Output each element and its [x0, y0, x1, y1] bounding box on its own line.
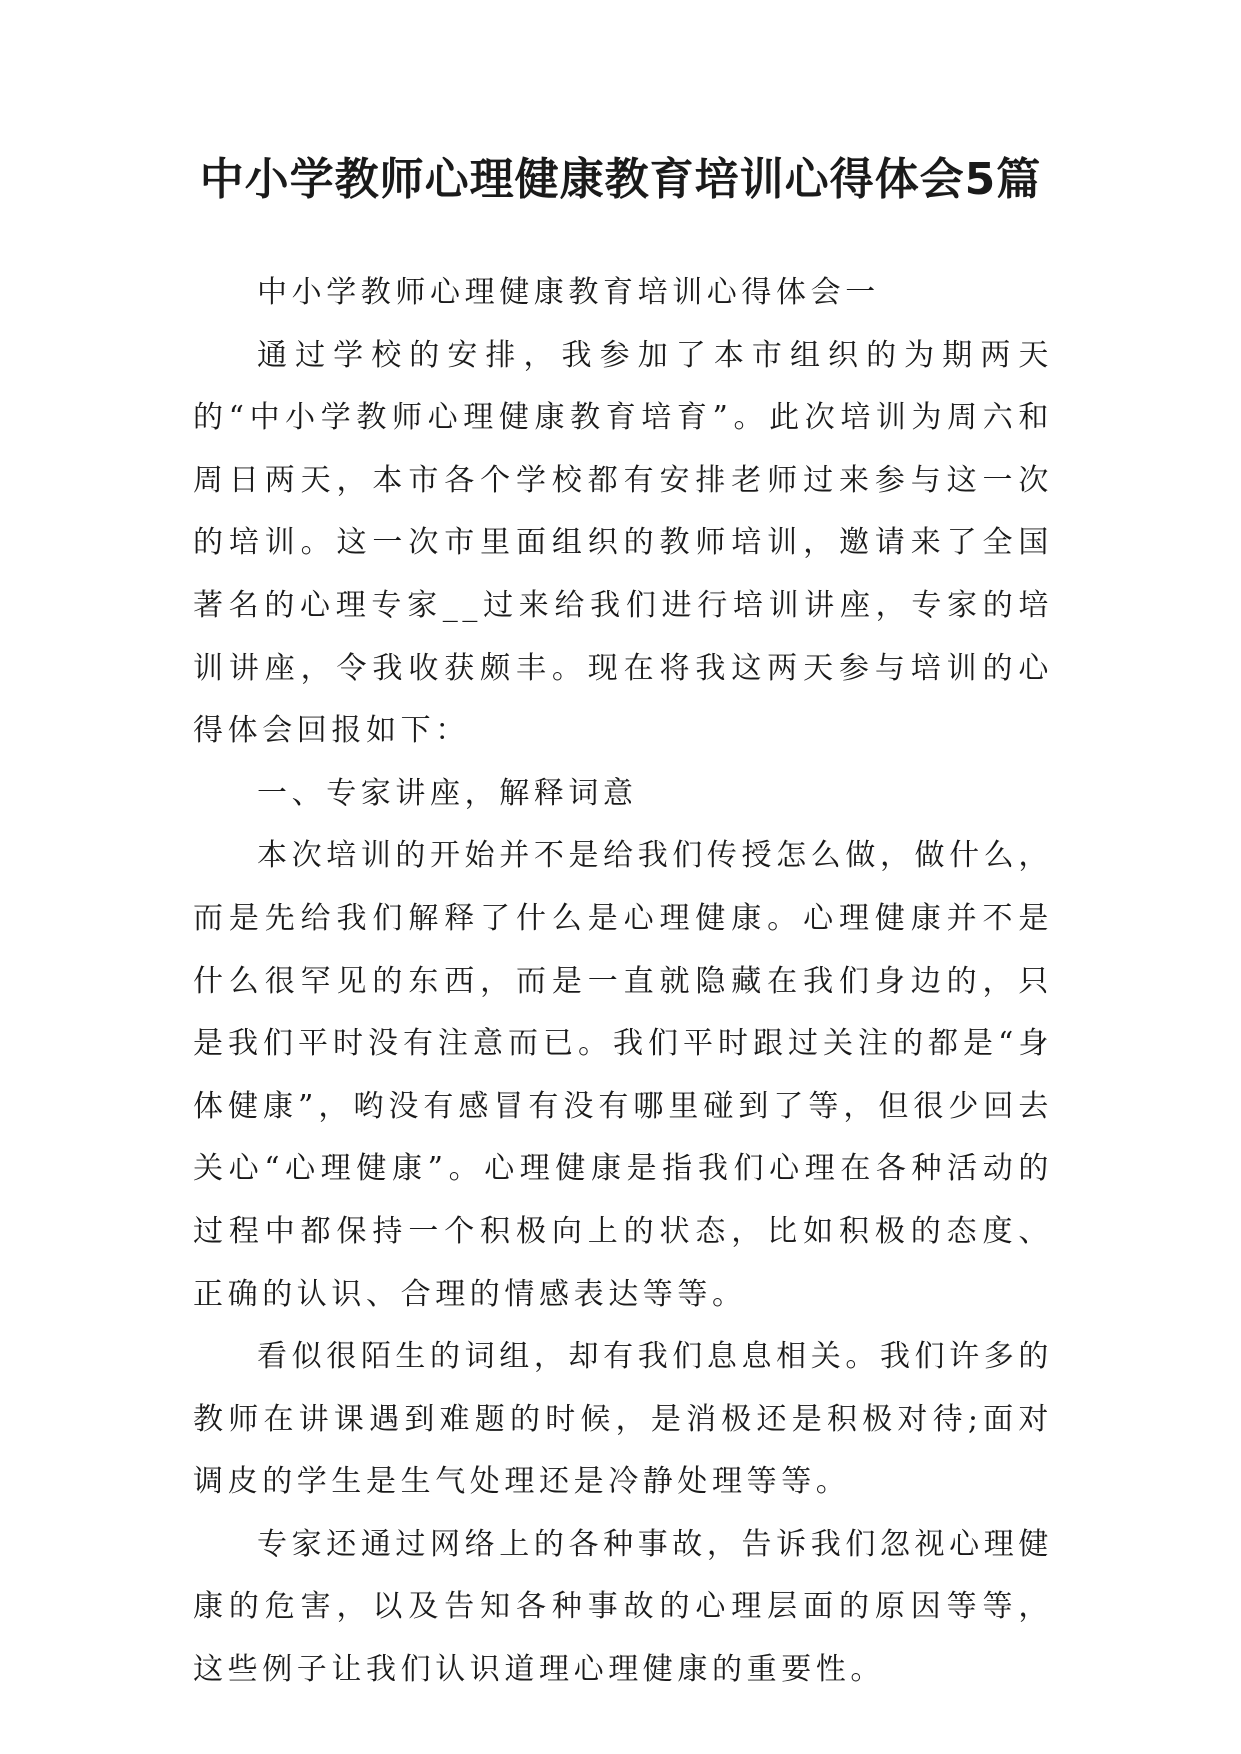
document-title: 中小学教师心理健康教育培训心得体会5篇	[199, 154, 1042, 205]
section-heading: 一、专家讲座，解释词意	[257, 775, 638, 811]
paragraph: 通过学校的安排，我参加了本市组织的为期两天的“中小学教师心理健康教育培育”。此次培训为周六和周日两天，本市各个学校都有安排老师过来参与这一次的培训。这一次市里面组织的教师培训，邀请来了全国著名的心理专家__过来给我们进行培训讲座，专家的培训讲座，令我收获颇丰。现在将我这两天参与培训的心得体会回报如下：	[193, 337, 1053, 749]
paragraph: 本次培训的开始并不是给我们传授怎么做，做什么，而是先给我们解释了什么是心理健康。心理健康并不是什么很罕见的东西，而是一直就隐藏在我们身边的，只是我们平时没有注意而已。我们平时跟过关注的都是“身体健康”，哟没有感冒有没有哪里碰到了等，但很少回去关心“心理健康”。心理健康是指我们心理在各种活动的过程中都保持一个积极向上的状态，比如积极的态度、正确的认识、合理的情感表达等等。	[193, 838, 1053, 1312]
section-heading: 中小学教师心理健康教育培训心得体会一	[257, 275, 880, 310]
paragraph: 专家还通过网络上的各种事故，告诉我们忽视心理健康的危害，以及告知各种事故的心理层面的原因等等，这些例子让我们认识道理心理健康的重要性。	[193, 1526, 1053, 1688]
paragraph: 看似很陌生的词组，却有我们息息相关。我们许多的教师在讲课遇到难题的时候，是消极还是积极对待;面对调皮的学生是生气处理还是冷静处理等等。	[193, 1339, 1053, 1500]
document-body	[193, 262, 1053, 1702]
